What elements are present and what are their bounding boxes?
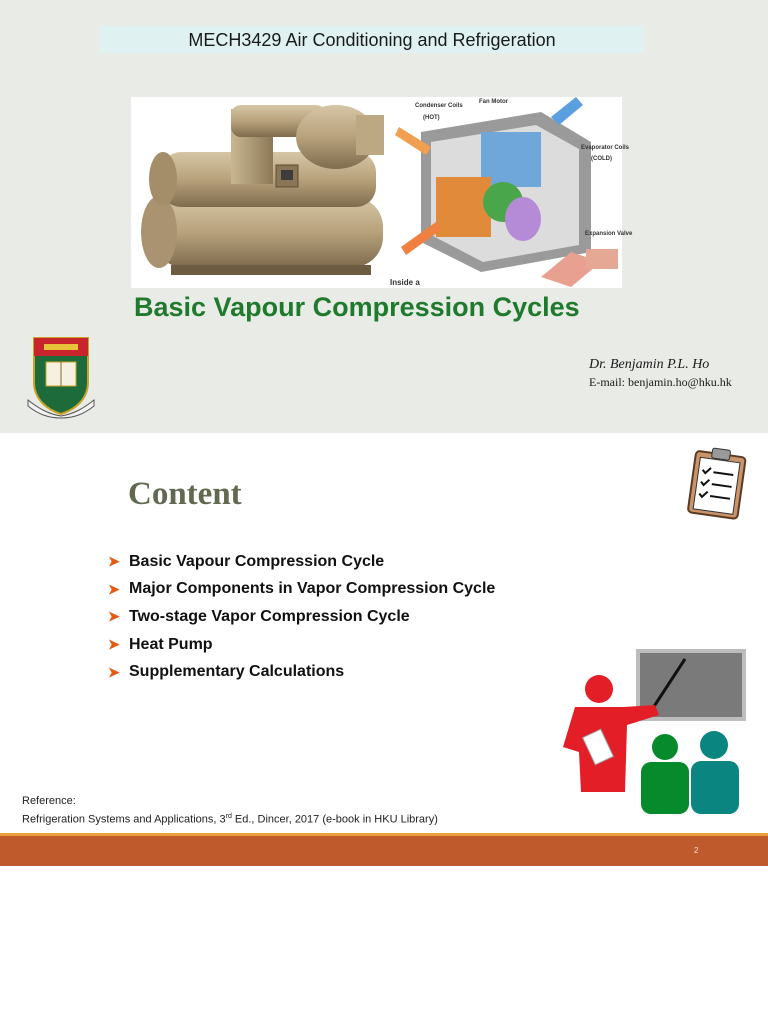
list-item: ➤ Major Components in Vapor Compression Cycle	[108, 580, 496, 598]
title-slide	[0, 0, 768, 433]
equipment-illustration	[131, 97, 633, 288]
footer-bar	[0, 833, 768, 866]
reference-text: Refrigeration Systems and Applications, 3rd Ed., Dincer, 2017 (e-book in HKU Library)	[22, 813, 438, 826]
arrow-bullet-icon: ➤	[108, 663, 120, 680]
label-inside-a: Inside a	[390, 278, 420, 287]
reference-note	[22, 794, 438, 828]
label-condenser-coils: Condenser Coils	[415, 103, 463, 109]
label-fan-motor: Fan Motor	[479, 99, 508, 105]
arrow-bullet-icon: ➤	[108, 636, 120, 653]
reference-label: Reference:	[22, 795, 76, 807]
course-title-banner: MECH3429 Air Conditioning and Refrigeration	[100, 26, 644, 53]
clipboard-checklist-icon	[686, 446, 750, 520]
author-name: Dr. Benjamin P.L. Ho	[589, 357, 710, 372]
centrifugal-chiller-graphic	[131, 97, 393, 288]
list-item: ➤ Heat Pump	[108, 635, 213, 653]
list-item: ➤ Supplementary Calculations	[108, 663, 345, 681]
list-item: ➤ Two-stage Vapor Compression Cycle	[108, 607, 410, 625]
arrow-bullet-icon: ➤	[108, 580, 120, 597]
label-evaporator-cold: (COLD)	[591, 156, 612, 162]
label-evaporator-coils: Evaporator Coils	[581, 145, 630, 151]
university-crest-icon	[26, 336, 96, 418]
author-email: E-mail: benjamin.ho@hku.hk	[589, 375, 732, 389]
list-item: ➤ Basic Vapour Compression Cycle	[108, 552, 385, 570]
page-number: 2	[694, 846, 699, 855]
label-expansion-valve: Expansion Valve	[585, 231, 633, 237]
content-heading: Content	[128, 476, 242, 512]
arrow-bullet-icon: ➤	[108, 608, 120, 625]
label-condenser-hot: (HOT)	[423, 115, 440, 121]
presenter-with-audience-icon	[555, 647, 751, 817]
chiller-and-ac-unit-image	[131, 97, 633, 288]
arrow-bullet-icon: ➤	[108, 553, 120, 570]
lecture-title: Basic Vapour Compression Cycles	[134, 292, 580, 322]
content-bullet-list	[108, 548, 495, 686]
ac-unit-cutaway-graphic	[390, 97, 633, 288]
